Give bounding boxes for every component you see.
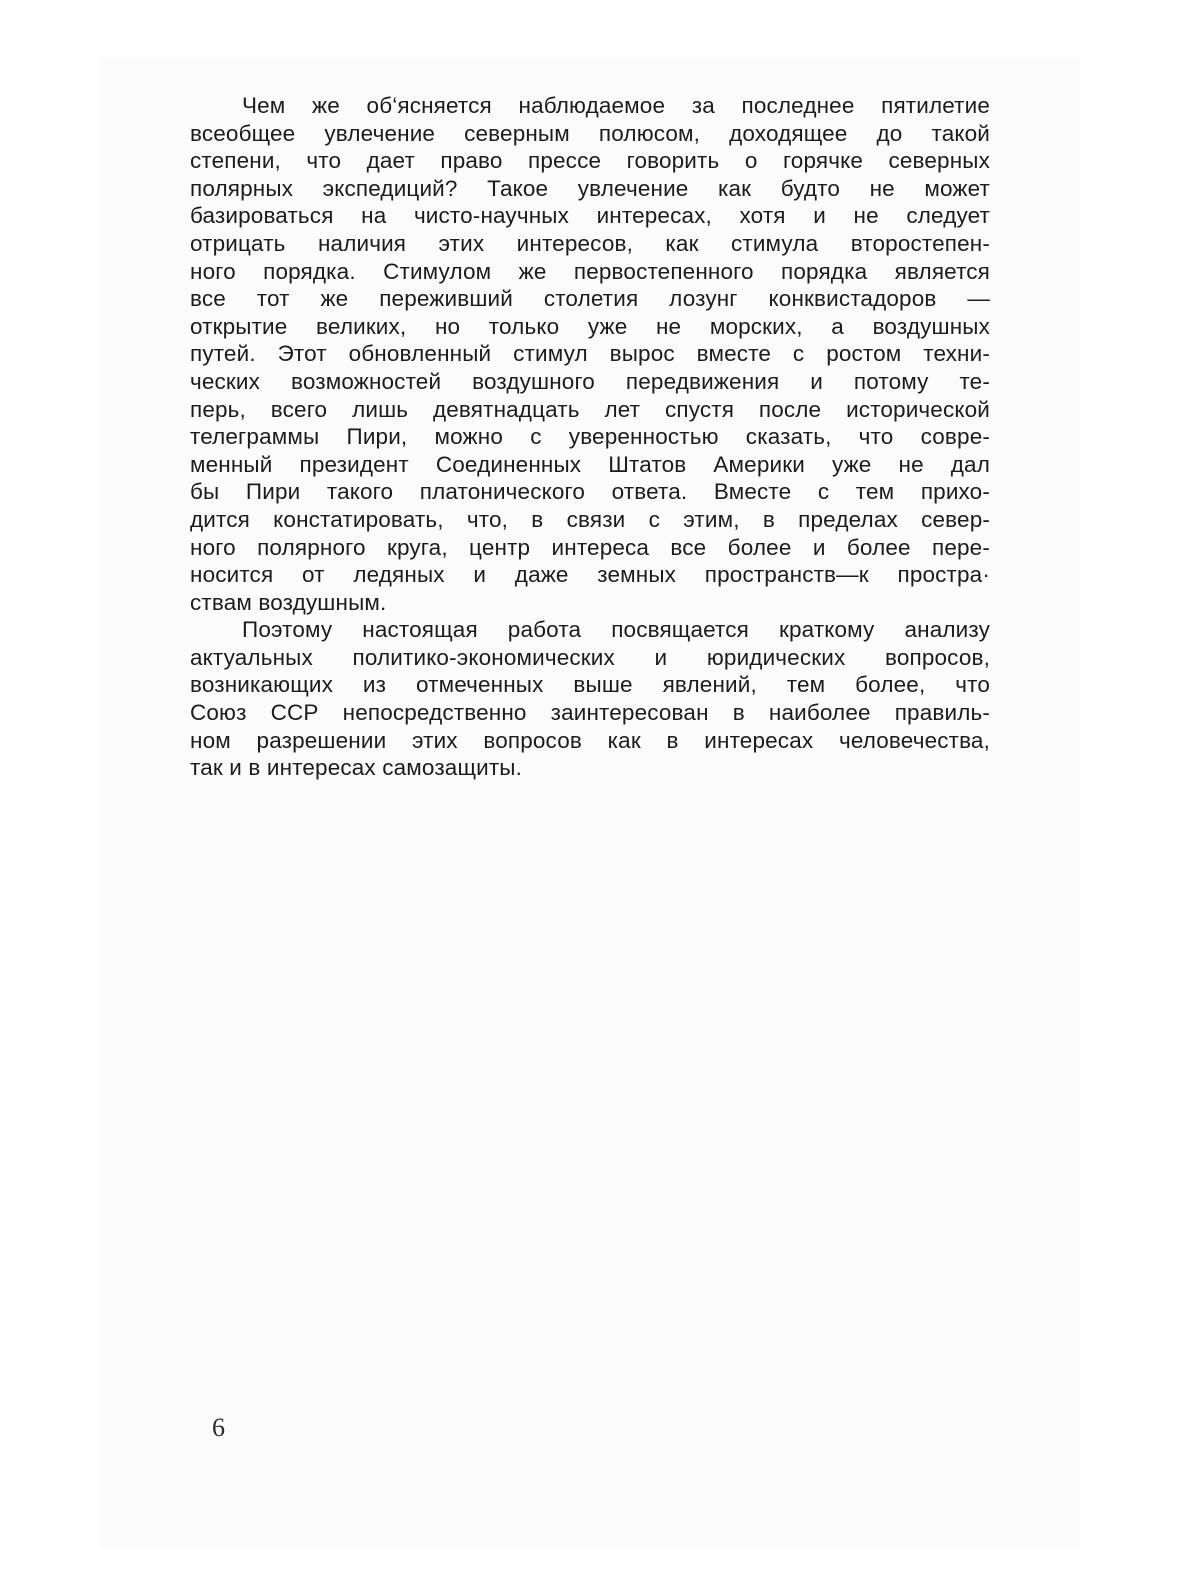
text-line: полярных экспедиций? Такое увлечение как будто не может <box>190 175 990 201</box>
text-line: открытие великих, но только уже не морских, а воздушных <box>190 313 990 339</box>
text-line: актуальных политико-экономических и юридических вопросов, <box>190 644 990 670</box>
text-line: всеобщее увлечение северным полюсом, доходящее до такой <box>190 120 990 146</box>
text-line: Союз ССР непосредственно заинтересован в наиболее правиль- <box>190 700 990 726</box>
paragraph-1 <box>190 92 990 616</box>
text-line: носится от ледяных и даже земных пространств—к простра· <box>190 562 990 588</box>
text-line: дится констатировать, что, в связи с этим, в пределах север- <box>190 506 990 532</box>
text-line: ствам воздушным. <box>190 589 387 615</box>
text-line: ного полярного круга, центр интереса все более и более пере- <box>190 534 990 560</box>
paragraph-2 <box>190 616 990 782</box>
text-line: перь, всего лишь девятнадцать лет спустя после исторической <box>190 396 990 422</box>
text-line: все тот же переживший столетия лозунг конквистадоров — <box>190 286 990 312</box>
text-line: ческих возможностей воздушного передвижения и потому те- <box>190 368 990 394</box>
text-line: так и в интересах самозащиты. <box>190 755 523 781</box>
text-line: отрицать наличия этих интересов, как стимула второстепен- <box>190 230 990 256</box>
text-line: степени, что дает право прессе говорить о горячке северных <box>190 148 990 174</box>
text-line: Поэтому настоящая работа посвящается краткому анализу <box>242 617 990 643</box>
text-line: бы Пири такого платонического ответа. Вместе с тем прихо- <box>190 479 990 505</box>
text-line: возникающих из отмеченных выше явлений, тем более, что <box>190 672 990 698</box>
text-line: ном разрешении этих вопросов как в интересах человечества, <box>190 727 990 753</box>
text-line: Чем же об‘ясняется наблюдаемое за последнее пятилетие <box>242 93 990 118</box>
text-line: ного порядка. Стимулом же первостепенного порядка является <box>190 258 990 284</box>
text-line: менный президент Соединенных Штатов Америки уже не дал <box>190 451 990 477</box>
page-number: 6 <box>212 1413 225 1442</box>
text-line: путей. Этот обновленный стимул вырос вместе с ростом техни- <box>190 341 990 367</box>
body-text <box>190 92 990 782</box>
text-line: телеграммы Пири, можно с уверенностью сказать, что совре- <box>190 424 990 450</box>
text-line: базироваться на чисто-научных интересах, хотя и не следует <box>190 203 990 229</box>
